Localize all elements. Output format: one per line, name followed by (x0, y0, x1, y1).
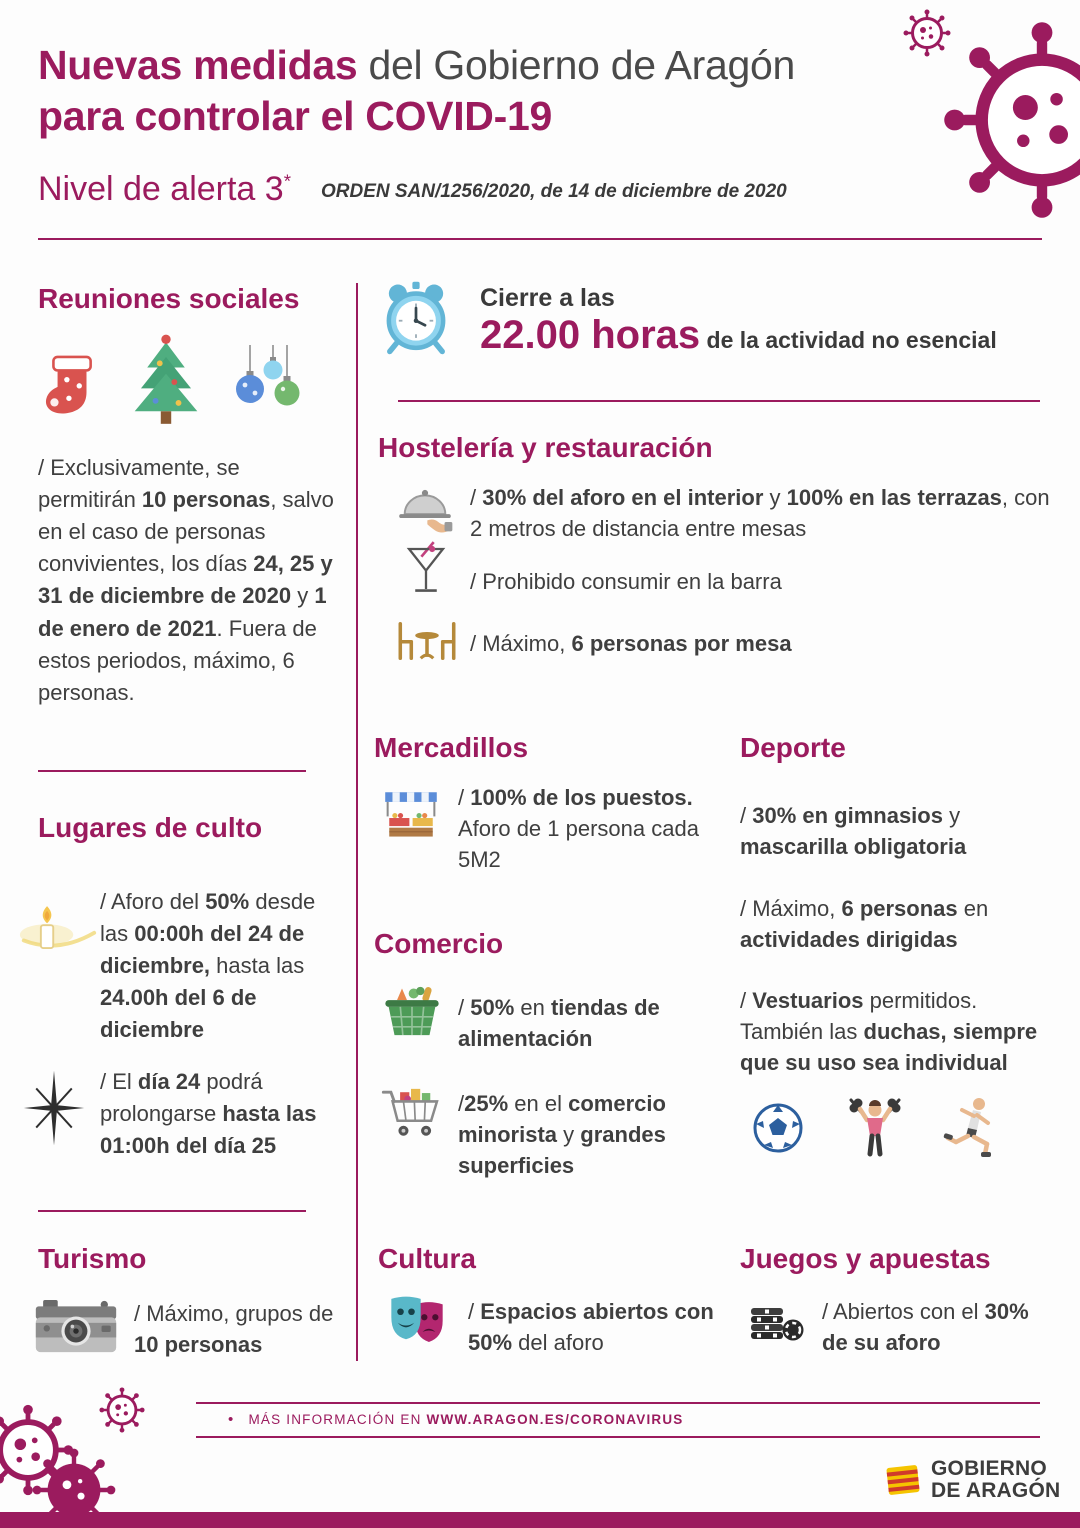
culto-heading: Lugares de culto (38, 812, 263, 843)
market-stall-icon (382, 788, 440, 840)
aragon-flag-icon (884, 1461, 922, 1499)
text-segment: actividades dirigidas (740, 927, 958, 953)
text-segment: y (557, 1122, 581, 1148)
gobierno-aragon-logo-text (931, 1458, 1060, 1503)
footer-divider-bottom (196, 1436, 1040, 1438)
text-segment: 24, 25 y 31 de diciembre de 2020 (38, 551, 333, 609)
footer-bullet: • (228, 1411, 235, 1428)
text-segment: 25% (464, 1091, 509, 1116)
theater-masks-icon (384, 1292, 450, 1348)
text-segment: grandes superficies (458, 1122, 666, 1179)
alert-asterisk: * (283, 170, 291, 192)
closure-intro: Cierre a las (480, 284, 615, 312)
culto-aforo-text (100, 886, 340, 1047)
text-segment: y (942, 803, 961, 828)
text-segment: / Máximo, (740, 896, 842, 921)
shopping-cart-icon (380, 1086, 442, 1142)
text-segment: / (740, 803, 753, 828)
text-segment: 6 personas por mesa (571, 631, 792, 656)
text-segment: hasta las (210, 953, 305, 979)
text-segment: mascarilla obligatoria (740, 834, 967, 860)
alert-level-text: Nivel de alerta 3 (38, 170, 284, 208)
comercio-heading: Comercio (374, 928, 504, 959)
text-segment: / (470, 485, 483, 510)
text-segment: 10 personas (134, 1332, 263, 1358)
text-segment: / El (100, 1069, 138, 1094)
closure-divider (398, 400, 1040, 402)
deporte-heading: Deporte (740, 732, 846, 763)
text-segment: / Exclusivamente, se permitirán (38, 455, 240, 513)
logo-line-2: DE ARAGÓN (931, 1479, 1061, 1503)
stocking-icon (40, 352, 102, 428)
mercadillos-text (458, 782, 708, 876)
comercio-minorista-text (458, 1088, 713, 1182)
title-accent-1: Nuevas medidas (38, 42, 358, 88)
soccer-ball-icon (752, 1102, 804, 1154)
text-segment: duchas, siempre que su uso sea individual (740, 1019, 1038, 1076)
table-chairs-icon (394, 620, 460, 662)
footer-info (228, 1411, 1040, 1428)
text-segment: / (458, 1091, 465, 1116)
text-segment: 6 personas (841, 896, 958, 921)
sparkle-star-icon (22, 1068, 86, 1148)
mercadillos-heading: Mercadillos (374, 732, 529, 763)
text-segment: 24.00h del 6 de diciembre (100, 985, 257, 1043)
title-plain: del Gobierno de Aragón (357, 42, 796, 88)
left-divider-1 (38, 770, 306, 772)
text-segment: 100% de los puestos. (470, 785, 693, 810)
alert-level (38, 170, 291, 209)
text-segment: / Máximo, grupos de (134, 1301, 334, 1326)
text-segment: / Prohibido consumir en la barra (470, 569, 782, 594)
text-segment: / Abiertos con el (822, 1299, 985, 1324)
cultura-text (468, 1296, 723, 1358)
text-segment: tiendas de alimentación (458, 995, 660, 1052)
text-segment: y (763, 485, 787, 510)
deporte-gimnasios-text (740, 800, 1040, 862)
hosteleria-barra-text (470, 566, 1030, 597)
christmas-icons (40, 332, 302, 428)
text-segment: comercio minorista (458, 1091, 666, 1148)
camera-icon (34, 1298, 118, 1355)
text-segment: / (468, 1299, 481, 1324)
baubles-icon (230, 344, 302, 428)
text-segment: Aforo de 1 persona cada 5M2 (458, 816, 699, 873)
text-segment: / (458, 785, 471, 810)
text-segment: desde las (100, 889, 316, 947)
text-segment: 100% en las terrazas (786, 485, 1002, 510)
serving-dish-icon (396, 486, 454, 536)
text-segment: en el (508, 1091, 569, 1116)
text-segment: , salvo en el caso de personas convivientes, los días (38, 487, 334, 577)
order-reference: ORDEN SAN/1256/2020, de 14 de diciembre de 2020 (320, 181, 787, 202)
reuniones-text (38, 452, 334, 709)
deporte-actividades-text (740, 893, 1040, 955)
turismo-text (134, 1298, 349, 1360)
christmas-tree-icon (128, 332, 204, 428)
hosteleria-mesa-text (470, 628, 1030, 659)
virus-icon-footer-small (98, 1386, 146, 1434)
candle-icon (18, 898, 98, 960)
hosteleria-aforo-text (470, 482, 1052, 544)
text-segment: 30% del aforo en el interior (482, 485, 764, 510)
text-segment: y (291, 583, 315, 609)
closure-block (480, 284, 1040, 358)
text-segment: , con 2 metros de distancia entre mesas (470, 485, 1050, 542)
text-segment: 00:00h del 24 de diciembre, (100, 921, 305, 979)
poker-chips-icon (748, 1292, 806, 1348)
text-segment: 50% (470, 995, 515, 1020)
text-segment: 30% en gimnasios (752, 803, 943, 828)
grocery-basket-icon (382, 984, 442, 1038)
juegos-text (822, 1296, 1052, 1358)
logo-line-1: GOBIERNO (931, 1457, 1047, 1480)
footer-divider-top (196, 1402, 1040, 1404)
deporte-vestuarios-text (740, 985, 1048, 1079)
bottom-bar (0, 1512, 1080, 1528)
text-segment: 50% (205, 889, 250, 914)
text-segment: hasta las 01:00h del día 25 (100, 1101, 317, 1159)
left-divider-2 (38, 1210, 306, 1212)
text-segment: / (740, 988, 753, 1013)
footer-info-label: MÁS INFORMACIÓN EN (248, 1412, 427, 1427)
page-title (38, 40, 850, 142)
text-segment: 1 de enero de 2021 (38, 583, 327, 641)
closure-scope: de la actividad no esencial (700, 327, 997, 353)
text-segment: Vestuarios (752, 988, 864, 1013)
text-segment: permitidos. También las (740, 988, 978, 1045)
culto-prorroga-text (100, 1066, 340, 1162)
text-segment: podrá prolongarse (100, 1069, 263, 1127)
text-segment: / (458, 995, 471, 1020)
cocktail-icon (406, 540, 446, 598)
virus-icon-large (938, 16, 1080, 224)
text-segment: en (957, 896, 989, 921)
turismo-heading: Turismo (38, 1243, 147, 1274)
alert-row (38, 170, 787, 209)
footer-info-url[interactable]: WWW.ARAGON.ES/CORONAVIRUS (426, 1412, 684, 1427)
text-segment: en (514, 995, 551, 1020)
weightlifter-icon (846, 1096, 904, 1158)
title-accent-2: para controlar el COVID-19 (38, 92, 552, 139)
gobierno-aragon-logo (884, 1458, 1060, 1503)
text-segment: del aforo (512, 1330, 604, 1356)
juegos-heading: Juegos y apuestas (740, 1243, 991, 1274)
text-segment: Espacios abiertos con 50% (468, 1299, 714, 1356)
hosteleria-heading: Hostelería y restauración (378, 432, 713, 463)
header-divider (38, 238, 1042, 240)
text-segment: / Máximo, (470, 631, 572, 656)
closure-line (480, 313, 1040, 358)
closure-time: 22.00 horas (480, 313, 701, 357)
text-segment: / Aforo del (100, 889, 206, 914)
column-divider (356, 283, 358, 1361)
reuniones-heading: Reuniones sociales (38, 283, 300, 314)
comercio-alimentacion-text (458, 992, 708, 1054)
alarm-clock-icon (378, 280, 454, 356)
cultura-heading: Cultura (378, 1243, 476, 1274)
text-segment: 10 personas (141, 487, 271, 513)
text-segment: . Fuera de estos periodos, máximo, 6 personas. (38, 615, 317, 705)
runner-icon (942, 1096, 1000, 1158)
text-segment: día 24 (137, 1069, 201, 1094)
text-segment: 30% de su aforo (822, 1299, 1029, 1356)
